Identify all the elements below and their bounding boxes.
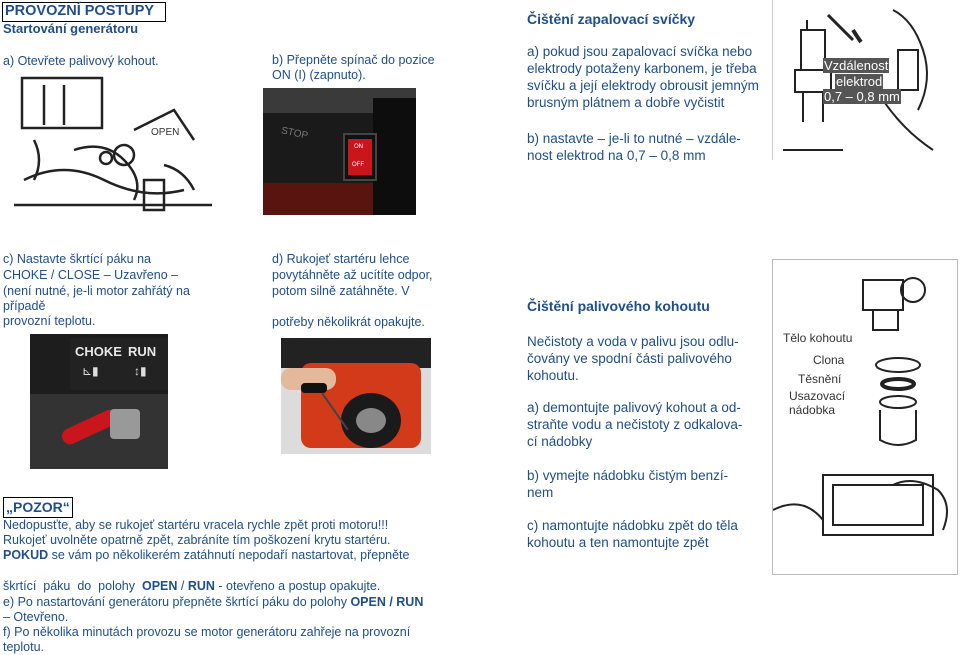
step-c-5: provozní teplotu. [3, 314, 96, 328]
step-c-1: c) Nastavte škrtící páku na [3, 252, 151, 266]
gap-label-3: 0,7 – 0,8 mm [824, 89, 900, 104]
choke-label: CHOKE [75, 344, 122, 359]
step-d-4: potřeby několikrát opakujte. [272, 315, 425, 329]
open-label: OPEN [151, 127, 180, 138]
warning-line4-open: OPEN [141, 579, 178, 593]
gap-label-1: Vzdálenost [824, 58, 889, 73]
fuel-a-2: straňte vodu a nečistoty z odkalova- [527, 417, 743, 432]
fuel-b-1: b) vymejte nádobku čistým benzí- [527, 468, 729, 483]
warning-line1: Nedopusťte, aby se rukojeť startéru vracela rychle zpět proti motoru!!! [3, 518, 389, 532]
fuel-intro-2: čovány ve spodní části palivového [527, 351, 732, 366]
step-c-3: (není nutné, je-li motor zahřátý na [3, 284, 190, 298]
fuel-a-3: cí nádobky [527, 434, 593, 449]
fuel-a-1: a) demontujte palivový kohout a od- [527, 400, 741, 415]
spark-a-3: svíčku a její elektrody obrousit jemným [527, 78, 759, 93]
label-screen: Clona [813, 353, 845, 367]
spark-a-2: elektrody potaženy karbonem, je třeba [527, 61, 757, 76]
page-title: PROVOZNÍ POSTUPY [5, 3, 155, 19]
label-gasket: Těsnění [798, 372, 842, 386]
label-valve-body: Tělo kohoutu [783, 331, 853, 345]
warning-line2: Rukojeť uvolněte opatrně zpět, zabráníte tím poškození krytu startéru. [3, 533, 391, 547]
step-d-2: povytáhněte až ucítíte odpor, [272, 268, 433, 282]
fuel-b-2: nem [527, 485, 554, 500]
step-e-line1 [3, 595, 423, 610]
power-switch [343, 133, 377, 181]
spark-a-1: a) pokud jsou zapalovací svíčka nebo [527, 44, 753, 59]
step-c-2: CHOKE / CLOSE – Uzavřeno – [3, 268, 179, 282]
spark-plug-drawing [772, 0, 955, 160]
fuel-cock-icon [773, 260, 957, 574]
page-subtitle: Startování generátoru [3, 21, 139, 36]
fuel-c-1: c) namontujte nádobku zpět do těla [527, 518, 738, 533]
fuel-intro-1: Nečistoty a voda v palivu jsou odlu- [527, 334, 739, 349]
fuel-c-2: kohoutu a ten namontujte zpět [527, 535, 709, 550]
step-b-line2: ON (I) (zapnuto). [272, 68, 366, 82]
fuel-valve-icon [14, 70, 212, 214]
switch-on-label: ON [354, 144, 363, 150]
step-f-line2: teplotu. [3, 640, 45, 654]
starter-photo [281, 338, 431, 454]
spark-b-1: b) nastavte – je-li to nutné – vzdále- [527, 131, 741, 146]
step-d-1: d) Rukojeť startéru lehce [272, 252, 410, 266]
run-symbol-icon: ↕▮ [134, 364, 147, 378]
step-e-pre: e) Po nastartování generátoru přepněte škrtící páku do polohy [3, 595, 351, 609]
switch-photo [263, 88, 416, 215]
fuel-title: Čištění palivového kohoutu [527, 298, 710, 314]
step-a: a) Otevřete palivový kohout. [3, 54, 159, 68]
gap-label-2: elektrod [836, 74, 883, 89]
label-sediment-1: Usazovací [789, 389, 846, 403]
warning-line4-post: - otevřeno a postup opakujte. [214, 579, 381, 593]
spark-b-2: nost elektrod na 0,7 – 0,8 mm [527, 148, 706, 163]
spark-a-4: brusným plátnem a dobře vyčistit [527, 95, 725, 110]
starter-handle [301, 383, 327, 393]
step-f-line1: f) Po několika minutách provozu se motor generátoru zahřeje na provozní [3, 625, 411, 639]
warning-line4-run: RUN [187, 579, 215, 593]
warning-line4-pre: škrtící páku do polohy [3, 579, 142, 593]
warning-line3-bold: POKUD [3, 548, 49, 562]
step-c-4: případě [3, 299, 46, 313]
fuel-valve-drawing [14, 70, 212, 214]
warning-title: „POZOR“ [6, 499, 70, 515]
step-e-line2: – Otevřeno. [3, 610, 69, 624]
switch-off-label: OFF [352, 162, 364, 168]
step-b-line1: b) Přepněte spínač do pozice [272, 53, 435, 67]
choke-symbol-icon: ⊾▮ [82, 364, 99, 378]
spark-title: Čištění zapalovací svíčky [527, 11, 696, 27]
warning-line4 [3, 564, 380, 594]
stop-label: STOP [280, 125, 309, 142]
warning-line4-sep: / [177, 579, 188, 593]
run-label: RUN [128, 344, 157, 359]
warning-line3 [3, 548, 409, 563]
step-d-3: potom silně zatáhněte. V [272, 284, 410, 298]
fuel-intro-3: kohoutu. [527, 368, 579, 383]
warning-line3-rest: se vám po několikerém zatáhnutí nepodaří nastartovat, přepněte [48, 548, 410, 562]
step-e-bold: OPEN / RUN [350, 595, 424, 609]
label-sediment-2: nádobka [789, 403, 836, 417]
fuel-cock-drawing [772, 259, 958, 575]
choke-photo [30, 334, 168, 469]
